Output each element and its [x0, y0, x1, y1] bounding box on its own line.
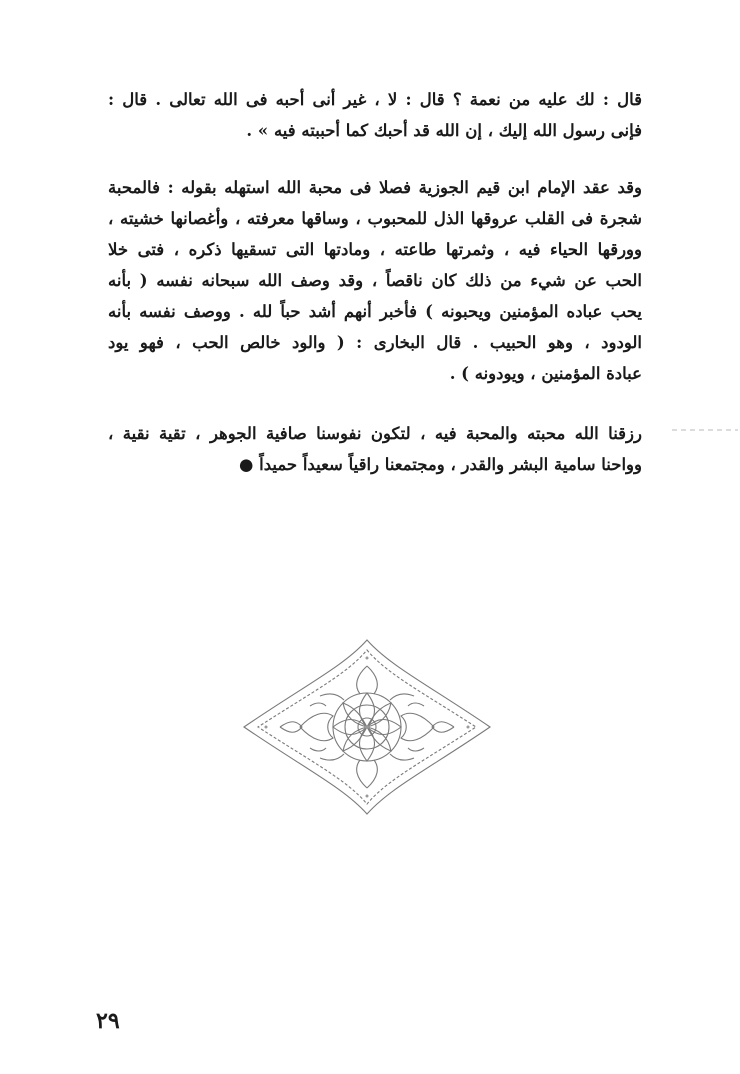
- page-number: ٢٩: [96, 1008, 120, 1034]
- text-line: وورقها الحياء فيه ، وثمرتها طاعته ، ومادتها التى تسقيها ذكره ، فتى خلا: [108, 240, 642, 259]
- text-line: شجرة فى القلب عروقها الذل للمحبوب ، وساقها معرفته ، وأغصانها خشيته ،: [108, 209, 642, 228]
- scan-edge-marks: [670, 420, 740, 440]
- text-line: وواحنا سامية البشر والقدر ، ومجتمعنا راقياً سعيداً حميداً ●: [239, 455, 642, 474]
- paragraph-ibn-qayyim: [108, 172, 642, 389]
- text-line: الودود ، وهو الحبيب . قال البخارى : ( والود خالص الحب ، فهو يود: [108, 333, 642, 352]
- text-line: الحب عن شيء من ذلك كان ناقصاً ، وقد وصف الله سبحانه نفسه ( بأنه: [108, 271, 642, 290]
- text-line: يحب عباده المؤمنين ويحبونه ) فأخبر أنهم أشد حباً لله . ووصف نفسه بأنه: [108, 302, 642, 321]
- paragraph-hadith: [108, 84, 642, 146]
- paragraph-prayer: [108, 418, 642, 480]
- text-line: وقد عقد الإمام ابن قيم الجوزية فصلا فى محبة الله استهله بقوله : فالمحبة: [108, 178, 642, 197]
- text-line: رزقنا الله محبته والمحبة فيه ، لتكون نفوسنا صافية الجوهر ، تقية نقية ،: [108, 424, 642, 443]
- text-line: قال : لك عليه من نعمة ؟ قال : لا ، غير أنى أحبه فى الله تعالى . قال :: [108, 90, 642, 109]
- arabesque-ornament-icon: [240, 636, 494, 818]
- text-line: عبادة المؤمنين ، ويودونه ) .: [449, 364, 642, 383]
- text-line: فإنى رسول الله إليك ، إن الله قد أحبك كما أحببته فيه » .: [246, 121, 642, 140]
